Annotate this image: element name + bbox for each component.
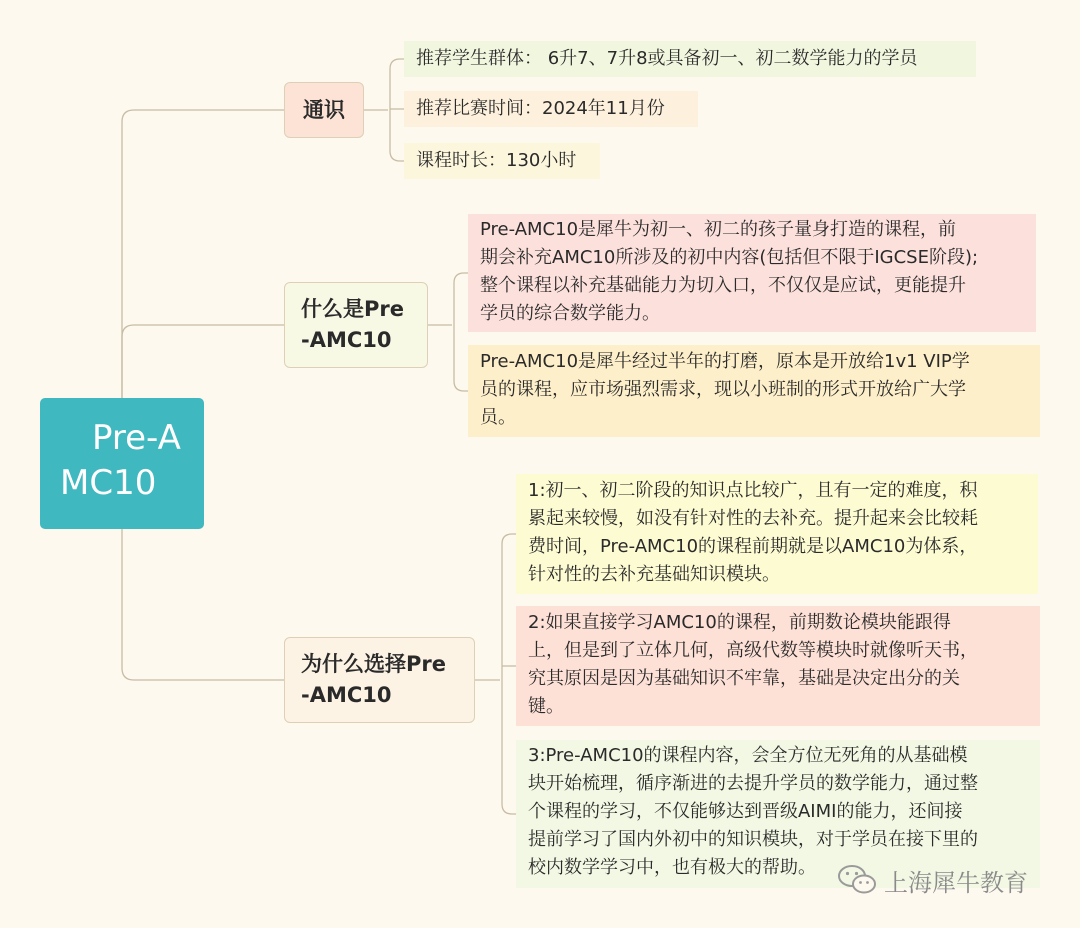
wechat-icon [836, 862, 878, 898]
branch-why-choose-label-line2: -AMC10 [301, 683, 392, 707]
connector-root-b2 [122, 325, 284, 398]
leaf-line: 整个课程以补充基础能力为切入口，不仅仅是应试，更能提升 [480, 275, 966, 296]
leaf-line: 累起来较慢，如没有针对性的去补充。提升起来会比较耗 [528, 508, 978, 529]
leaf-line: Pre-AMC10是犀牛经过半年的打磨，原本是开放给1v1 VIP学 [480, 351, 970, 372]
root-label-line2: MC10 [60, 463, 157, 503]
leaf-line: 个课程的学习，不仅能够达到晋级AIMI的能力，还间接 [528, 801, 963, 822]
branch-what-is-label-line1: 什么是Pre [301, 297, 404, 321]
leaf-why-1[interactable] [516, 474, 1038, 594]
leaf-course-duration[interactable] [404, 143, 600, 179]
connector-root-trunk [122, 110, 284, 398]
leaf-line: 1:初一、初二阶段的知识点比较广，且有一定的难度，积 [528, 480, 978, 501]
leaf-line: 提前学习了国内外初中的知识模块，对于学员在接下里的 [528, 829, 978, 850]
branch-why-choose[interactable] [284, 637, 475, 723]
leaf-what-is-2[interactable] [468, 345, 1040, 437]
leaf-target-students[interactable] [404, 41, 976, 77]
connector-b3-leaves [502, 534, 516, 814]
connector-b1-leaves [390, 59, 404, 161]
leaf-line: 上，但是到了立体几何，高级代数等模块时就像听天书， [528, 640, 978, 661]
branch-general-label: 通识 [303, 97, 345, 122]
leaf-line: 3:Pre-AMC10的课程内容，会全方位无死角的从基础模 [528, 745, 968, 766]
leaf-course-duration-text: 课程时长：130小时 [416, 150, 577, 171]
branch-why-choose-label-line1: 为什么选择Pre [301, 652, 446, 676]
leaf-competition-time-text: 推荐比赛时间：2024年11月份 [416, 98, 665, 119]
leaf-line: 究其原因是因为基础知识不牢靠，基础是决定出分的关 [528, 668, 960, 689]
leaf-line: 员。 [480, 407, 516, 428]
root-label-line1: Pre-A [92, 418, 181, 458]
leaf-line: 学员的综合数学能力。 [480, 303, 660, 324]
leaf-target-students-text: 推荐学生群体： 6升7、7升8或具备初一、初二数学能力的学员 [416, 48, 918, 69]
leaf-competition-time[interactable] [404, 91, 698, 127]
leaf-why-2[interactable] [516, 606, 1040, 726]
leaf-line: 块开始梳理，循序渐进的去提升学员的数学能力，通过整 [528, 773, 978, 794]
leaf-line: Pre-AMC10是犀牛为初一、初二的孩子量身打造的课程，前 [480, 219, 957, 240]
connector-b2-leaves [454, 273, 468, 391]
connector-root-b3 [122, 529, 284, 680]
root-node[interactable] [40, 398, 204, 529]
leaf-line: 键。 [528, 696, 564, 717]
leaf-line: 针对性的去补充基础知识模块。 [528, 564, 780, 585]
watermark-text: 上海犀牛教育 [884, 868, 1028, 897]
leaf-line: 期会补充AMC10所涉及的初中内容(包括但不限于IGCSE阶段); [480, 247, 979, 268]
branch-what-is-label-line2: -AMC10 [301, 328, 392, 352]
branch-what-is[interactable] [284, 282, 428, 368]
leaf-line: 费时间，Pre-AMC10的课程前期就是以AMC10为体系， [528, 536, 978, 557]
leaf-line: 员的课程，应市场强烈需求，现以小班制的形式开放给广大学 [480, 379, 966, 400]
branch-general[interactable] [284, 82, 364, 138]
leaf-what-is-1[interactable] [468, 214, 1036, 332]
watermark [836, 858, 1056, 902]
leaf-line: 2:如果直接学习AMC10的课程，前期数论模块能跟得 [528, 612, 951, 633]
leaf-line: 校内数学学习中，也有极大的帮助。 [528, 857, 816, 878]
